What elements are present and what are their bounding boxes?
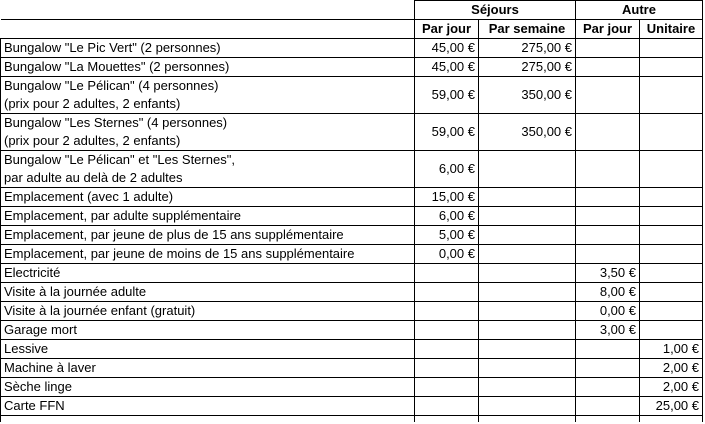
cell-autre-par-jour [576, 77, 640, 114]
header-blank-label [1, 20, 415, 39]
cell-autre-unitaire [640, 264, 703, 283]
cell-sejours-par-jour: 15,00 € [415, 188, 479, 207]
cell-autre-unitaire [640, 58, 703, 77]
cell-sejours-par-jour: 45,00 € [415, 39, 479, 58]
cell-sejours-par-jour: 5,00 € [415, 226, 479, 245]
cell-sejours-par-semaine [479, 245, 576, 264]
cell-sejours-par-jour [415, 302, 479, 321]
cell-sejours-par-jour [415, 321, 479, 340]
row-label [1, 397, 415, 416]
cell-sejours-par-semaine [479, 378, 576, 397]
row-label-line: Bungalow "Le Pélican" et "Les Sternes", [4, 152, 235, 167]
row-label-line: Bungalow "Les Sternes" (4 personnes) [4, 115, 228, 130]
table-row [1, 321, 703, 340]
table-row [1, 264, 703, 283]
cell-sejours-par-semaine: 350,00 € [479, 77, 576, 114]
cell-sejours-par-jour: 6,00 € [415, 207, 479, 226]
cell-sejours-par-semaine [479, 226, 576, 245]
table-row [1, 39, 703, 58]
row-label [1, 58, 415, 77]
cell-sejours-par-semaine [479, 283, 576, 302]
cell-autre-par-jour: 0,00 € [576, 302, 640, 321]
cell-sejours-par-jour: 6,00 € [415, 151, 479, 188]
cell-sejours-par-semaine [479, 302, 576, 321]
row-label [1, 359, 415, 378]
cell-autre-par-jour: 8,00 € [576, 283, 640, 302]
header-sejours-par-semaine: Par semaine [479, 20, 576, 39]
cell-sejours-par-semaine [479, 151, 576, 188]
cell-autre-unitaire: 2,00 € [640, 378, 703, 397]
cell-autre-unitaire [640, 321, 703, 340]
header-autre-par-jour: Par jour [576, 20, 640, 39]
cell-sejours-par-semaine [479, 207, 576, 226]
cell-autre-par-jour [576, 226, 640, 245]
row-label-line: Visite à la journée enfant (gratuit) [4, 303, 196, 318]
table-row [1, 283, 703, 302]
empty-cell [415, 416, 479, 423]
cell-autre-par-jour [576, 359, 640, 378]
header-sejours-par-jour: Par jour [415, 20, 479, 39]
row-label-line: Emplacement, par adulte supplémentaire [4, 208, 242, 223]
cell-autre-unitaire [640, 226, 703, 245]
row-label-subline: (prix pour 2 adultes, 2 enfants) [4, 96, 181, 111]
row-label-line: Bungalow "Le Pic Vert" (2 personnes) [4, 40, 221, 55]
empty-cell [640, 416, 703, 423]
row-label [1, 77, 415, 114]
row-label-line: Garage mort [4, 322, 77, 337]
row-label-line: Emplacement, par jeune de moins de 15 ans supplémentaire [4, 246, 355, 261]
header-group-autre: Autre [576, 1, 703, 20]
table-row [1, 58, 703, 77]
table-row-empty [1, 416, 703, 423]
cell-sejours-par-jour [415, 378, 479, 397]
row-label-line: Machine à laver [4, 360, 96, 375]
table-row [1, 359, 703, 378]
table-row [1, 207, 703, 226]
table-row [1, 397, 703, 416]
row-label-line: Carte FFN [4, 398, 65, 413]
row-label [1, 245, 415, 264]
cell-sejours-par-jour: 45,00 € [415, 58, 479, 77]
table-row [1, 114, 703, 151]
cell-sejours-par-semaine [479, 321, 576, 340]
cell-sejours-par-semaine: 275,00 € [479, 39, 576, 58]
table-row [1, 226, 703, 245]
table-row [1, 77, 703, 114]
cell-sejours-par-semaine [479, 340, 576, 359]
cell-autre-unitaire [640, 302, 703, 321]
row-label-line: Bungalow "Le Pélican" (4 personnes) [4, 78, 219, 93]
cell-sejours-par-jour: 59,00 € [415, 77, 479, 114]
row-label-line: Emplacement (avec 1 adulte) [4, 189, 174, 204]
cell-sejours-par-jour: 0,00 € [415, 245, 479, 264]
table-row [1, 340, 703, 359]
header-row-subs [1, 20, 703, 39]
cell-autre-par-jour [576, 151, 640, 188]
cell-autre-par-jour [576, 114, 640, 151]
row-label [1, 302, 415, 321]
cell-autre-unitaire [640, 245, 703, 264]
cell-sejours-par-semaine [479, 397, 576, 416]
empty-cell [479, 416, 576, 423]
row-label-line: Electricité [4, 265, 61, 280]
header-group-sejours: Séjours [415, 1, 576, 20]
cell-autre-par-jour: 3,00 € [576, 321, 640, 340]
cell-autre-par-jour: 3,50 € [576, 264, 640, 283]
cell-autre-par-jour [576, 58, 640, 77]
row-label [1, 207, 415, 226]
cell-sejours-par-jour [415, 340, 479, 359]
cell-sejours-par-semaine [479, 264, 576, 283]
cell-autre-par-jour [576, 378, 640, 397]
row-label-subline: (prix pour 2 adultes, 2 enfants) [4, 133, 181, 148]
row-label [1, 151, 415, 188]
cell-autre-par-jour [576, 207, 640, 226]
header-blank-corner [1, 1, 415, 20]
row-label [1, 114, 415, 151]
cell-autre-unitaire: 25,00 € [640, 397, 703, 416]
cell-sejours-par-jour: 59,00 € [415, 114, 479, 151]
row-label [1, 378, 415, 397]
row-label [1, 264, 415, 283]
row-label-line: Sèche linge [4, 379, 72, 394]
row-label [1, 283, 415, 302]
cell-autre-unitaire [640, 188, 703, 207]
cell-autre-unitaire [640, 39, 703, 58]
row-label [1, 321, 415, 340]
header-autre-unitaire: Unitaire [640, 20, 703, 39]
table-row [1, 378, 703, 397]
empty-cell [1, 416, 415, 423]
cell-sejours-par-semaine [479, 188, 576, 207]
cell-autre-unitaire: 2,00 € [640, 359, 703, 378]
cell-autre-par-jour [576, 340, 640, 359]
row-label [1, 188, 415, 207]
price-rows [1, 39, 703, 423]
cell-sejours-par-jour [415, 283, 479, 302]
cell-autre-par-jour [576, 245, 640, 264]
row-label-line: Emplacement, par jeune de plus de 15 ans supplémentaire [4, 227, 344, 242]
cell-sejours-par-semaine: 350,00 € [479, 114, 576, 151]
table-row [1, 188, 703, 207]
header-row-groups [1, 1, 703, 20]
cell-autre-par-jour [576, 188, 640, 207]
cell-sejours-par-jour [415, 264, 479, 283]
cell-autre-par-jour [576, 397, 640, 416]
cell-sejours-par-semaine: 275,00 € [479, 58, 576, 77]
cell-sejours-par-jour [415, 397, 479, 416]
empty-cell [576, 416, 640, 423]
cell-autre-unitaire: 1,00 € [640, 340, 703, 359]
row-label-line: Lessive [4, 341, 49, 356]
cell-autre-unitaire [640, 77, 703, 114]
table-row [1, 151, 703, 188]
cell-autre-unitaire [640, 283, 703, 302]
row-label-line: Bungalow "La Mouettes" (2 personnes) [4, 59, 230, 74]
row-label [1, 226, 415, 245]
cell-autre-par-jour [576, 39, 640, 58]
row-label [1, 340, 415, 359]
cell-autre-unitaire [640, 151, 703, 188]
row-label [1, 39, 415, 58]
table-row [1, 302, 703, 321]
cell-sejours-par-jour [415, 359, 479, 378]
cell-sejours-par-semaine [479, 359, 576, 378]
cell-autre-unitaire [640, 114, 703, 151]
cell-autre-unitaire [640, 207, 703, 226]
row-label-subline: par adulte au delà de 2 adultes [4, 170, 183, 185]
row-label-line: Visite à la journée adulte [4, 284, 147, 299]
table-row [1, 245, 703, 264]
